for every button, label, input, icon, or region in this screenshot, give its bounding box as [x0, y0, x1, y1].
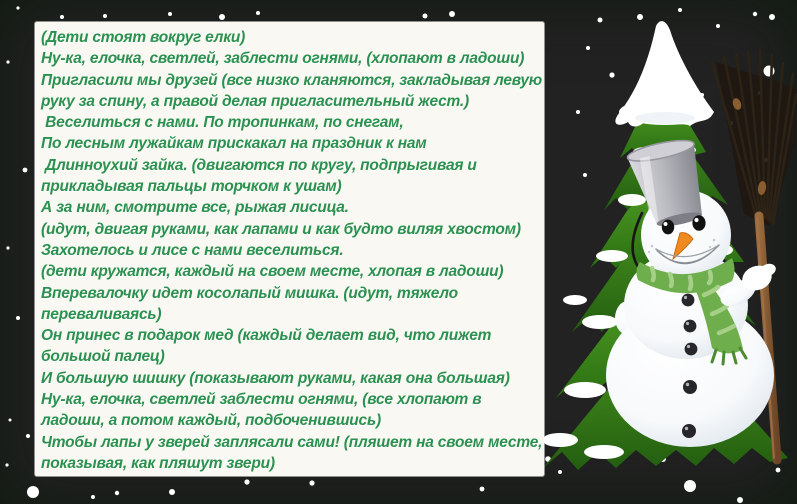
script-line: Длинноухий зайка. (двигаются по кругу, подпрыгивая и	[41, 156, 477, 174]
script-text-panel	[35, 22, 544, 476]
script-line: ладоши, а потом каждый, подбоченившись)	[41, 412, 381, 430]
script-line: Ну-ка, елочка, светлей, заблести огнями, (хлопают в ладоши)	[41, 50, 525, 68]
script-line: большой палец)	[41, 348, 165, 366]
script-line: показывая, как пляшут звери)	[41, 454, 275, 472]
script-line: Чтобы лапы у зверей заплясали сами! (пляшет на своем месте,	[41, 433, 543, 451]
script-line: Он принес в подарок мед (каждый делает вид, что лижет	[41, 327, 492, 345]
script-line: Ну-ка, елочка, светлей заблести огнями, (все хлопают в	[41, 391, 482, 409]
script-line: (Дети стоят вокруг елки)	[41, 29, 246, 46]
script-line: И большую шишку (показывают руками, какая она большая)	[41, 369, 510, 387]
script-line: Пригласили мы друзей (все низко кланяются, закладывая левую	[41, 71, 542, 89]
script-line: руку за спину, а правой делая пригласительный жест.)	[41, 92, 469, 110]
script-line: (идут, двигая руками, как лапами и как будто виляя хвостом)	[41, 220, 521, 238]
right-eye-icon	[692, 215, 705, 231]
script-line: А за ним, смотрите все, рыжая лисица.	[41, 199, 349, 217]
script-line: Захотелось и лисе с нами веселиться.	[41, 241, 344, 259]
script-line: (дети кружатся, каждый на своем месте, хлопая в ладоши)	[41, 263, 504, 281]
script-line: Веселиться с нами. По тропинкам, по снегам,	[41, 114, 404, 132]
script-line: прикладывая пальцы торчком к ушам)	[41, 178, 342, 196]
script-line: переваливаясь)	[41, 305, 162, 323]
script-line: Вперевалочку идет косолапый мишка. (идут, тяжело	[41, 284, 458, 302]
left-eye-icon	[662, 220, 674, 235]
script-line: По лесным лужайкам прискакал на праздник к нам	[41, 135, 427, 153]
